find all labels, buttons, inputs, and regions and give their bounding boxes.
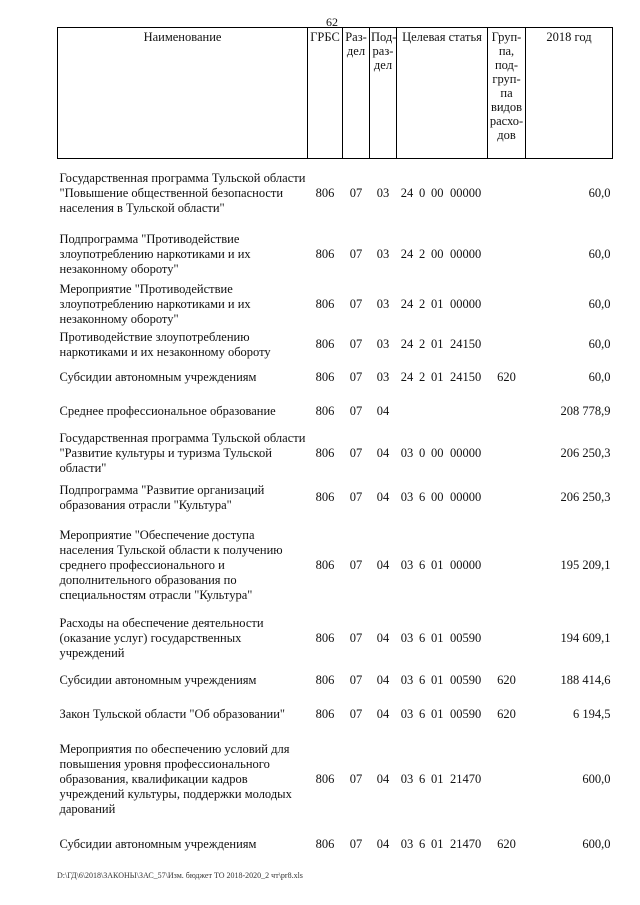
article-subprogram: 6 [419,706,426,721]
row-article [397,664,488,698]
row-article [397,731,488,829]
article-program: 24 [400,370,414,384]
row-name: Закон Тульской области "Об образовании" [59,706,286,721]
row-razdel: 07 [349,706,363,721]
file-path-footer: D:\ГД\6\2018\ЗАКОНЫ\ЗАС_57\Изм. бюджет ТО 2018-2020_2 чт\pr8.xls [57,871,303,880]
article-program: 24 [400,296,414,311]
article-direction: 21470 [450,772,482,786]
row-expense-group: 620 [497,837,516,851]
row-expense-group [488,614,526,664]
table-body [58,159,613,861]
row-article [397,361,488,395]
article-measure: 01 [431,706,444,721]
header-article: Целевая статья [397,28,488,159]
article-direction: 00590 [450,631,482,645]
article-direction: 24150 [450,370,482,384]
row-name: Государственная программа Тульской области "Развитие культуры и туризма Тульской области" [59,431,306,475]
table-row [58,280,613,329]
row-name: Субсидии автономным учреждениям [59,837,257,851]
row-expense-group [488,517,526,614]
article-subprogram: 2 [419,337,426,351]
row-name: Расходы на обеспечение деятельности (оказание услуг) государственных учреждений [59,616,264,660]
article-measure: 01 [431,337,444,351]
row-podrazdel: 04 [376,837,390,851]
row-expense-group [488,479,526,517]
article-measure: 01 [431,557,444,572]
article-program: 24 [400,246,414,261]
article-subprogram: 2 [419,296,426,311]
row-amount: 60,0 [588,296,611,311]
budget-table [57,27,613,861]
row-amount: 60,0 [588,337,611,351]
article-direction: 00590 [450,673,482,687]
article-program: 03 [400,772,414,786]
row-podrazdel: 03 [376,337,390,351]
table-row [58,614,613,664]
row-amount: 206 250,3 [560,490,611,504]
row-amount: 206 250,3 [560,446,611,460]
row-grbs: 806 [315,246,335,261]
article-program: 03 [400,673,414,687]
row-amount: 600,0 [582,772,611,786]
table-row [58,479,613,517]
row-razdel: 07 [349,837,363,851]
article-direction: 00000 [450,490,482,504]
row-name: Среднее профессиональное образование [59,404,276,418]
article-direction: 21470 [450,837,482,851]
row-amount: 194 609,1 [560,631,611,645]
article-program: 24 [400,337,414,351]
row-expense-group [488,229,526,280]
row-name: Противодействие злоупотреблению наркотиками и их незаконному обороту [59,329,271,359]
table-row [58,361,613,395]
row-article [397,429,488,479]
row-name: Субсидии автономным учреждениям [59,370,257,384]
row-article [397,159,488,229]
header-grbs: ГРБС [308,28,343,159]
table-row [58,395,613,429]
row-grbs: 806 [315,446,335,460]
row-podrazdel: 04 [376,631,390,645]
row-amount: 60,0 [588,186,611,201]
article-program: 03 [400,837,414,851]
article-subprogram: 6 [419,490,426,504]
article-program: 03 [400,631,414,645]
table-row [58,329,613,361]
table-row [58,698,613,731]
article-subprogram: 6 [419,557,426,572]
row-podrazdel: 03 [376,246,390,261]
article-program: 03 [400,446,414,460]
row-razdel: 07 [349,370,363,384]
article-program: 03 [400,706,414,721]
article-measure: 01 [431,631,444,645]
row-article [397,329,488,361]
row-name: Подпрограмма "Противодействие злоупотреблению наркотиками и их незаконному обороту" [59,231,251,276]
article-measure: 01 [431,370,444,384]
header-name: Наименование [58,28,308,159]
row-razdel: 07 [349,446,363,460]
article-direction: 00000 [450,186,482,201]
article-measure: 00 [431,186,444,201]
row-expense-group: 620 [497,370,516,384]
table-row [58,731,613,829]
row-razdel: 07 [349,673,363,687]
article-subprogram: 0 [419,446,426,460]
row-expense-group: 620 [497,673,516,687]
article-measure: 00 [431,446,444,460]
row-grbs: 806 [315,186,335,201]
row-article [397,829,488,861]
row-podrazdel: 04 [376,446,390,460]
row-grbs: 806 [315,673,335,687]
article-direction: 00000 [450,557,482,572]
table-row [58,229,613,280]
row-expense-group [488,395,526,429]
article-direction: 00590 [450,706,482,721]
row-grbs: 806 [315,837,335,851]
row-grbs: 806 [315,631,335,645]
article-measure: 01 [431,673,444,687]
row-article [397,614,488,664]
row-razdel: 07 [349,490,363,504]
row-expense-group [488,159,526,229]
row-name: Мероприятие "Противодействие злоупотреблению наркотиками и их незаконному обороту" [59,281,251,326]
row-name: Субсидии автономным учреждениям [59,673,257,687]
article-program: 03 [400,557,414,572]
row-article [397,698,488,731]
row-razdel: 07 [349,186,363,201]
article-subprogram: 6 [419,772,426,786]
row-podrazdel: 03 [376,370,390,384]
row-amount: 60,0 [588,246,611,261]
row-razdel: 07 [349,404,363,418]
article-direction: 24150 [450,337,482,351]
row-podrazdel: 04 [376,673,390,687]
row-razdel: 07 [349,337,363,351]
row-podrazdel: 04 [376,404,390,418]
row-article [397,229,488,280]
row-podrazdel: 03 [376,186,390,201]
row-grbs: 806 [315,296,335,311]
row-razdel: 07 [349,557,363,572]
row-name: Мероприятия по обеспечению условий для повышения уровня профессионального образования, квалификации кадров учреждений культуры, поддержки молодых дарований [59,742,292,816]
row-name: Мероприятие "Обеспечение доступа населения Тульской области к получению среднего профессионального и дополнительного образования по специальностям отрасли "Культура" [59,527,283,602]
table-row [58,517,613,614]
row-grbs: 806 [315,706,335,721]
header-year: 2018 год [526,28,613,159]
row-expense-group [488,329,526,361]
row-razdel: 07 [349,631,363,645]
article-measure: 01 [431,772,444,786]
article-subprogram: 6 [419,673,426,687]
row-expense-group [488,280,526,329]
article-program: 24 [400,186,414,201]
row-amount: 195 209,1 [560,557,611,572]
row-grbs: 806 [315,404,335,418]
page-number: 62 [326,15,338,29]
row-grbs: 806 [315,337,335,351]
row-amount: 60,0 [588,370,611,384]
row-name: Государственная программа Тульской области "Повышение общественной безопасности населения в Тульской области" [59,171,306,216]
header-group: Груп-па, под-груп-па видов расхо-дов [488,28,526,159]
table-row [58,829,613,861]
article-subprogram: 2 [419,246,426,261]
row-amount: 600,0 [582,837,611,851]
row-grbs: 806 [315,772,335,786]
article-measure: 01 [431,296,444,311]
row-expense-group [488,429,526,479]
row-razdel: 07 [349,246,363,261]
row-grbs: 806 [315,490,335,504]
table-row [58,159,613,229]
row-article [397,517,488,614]
row-article [397,280,488,329]
article-subprogram: 0 [419,186,426,201]
article-measure: 00 [431,246,444,261]
row-grbs: 806 [315,557,335,572]
row-podrazdel: 04 [376,706,390,721]
article-direction: 00000 [450,296,482,311]
row-podrazdel: 04 [376,490,390,504]
row-amount: 6 194,5 [573,706,611,721]
row-razdel: 07 [349,296,363,311]
row-podrazdel: 03 [376,296,390,311]
row-podrazdel: 04 [376,557,390,572]
row-name: Подпрограмма "Развитие организаций образования отрасли "Культура" [59,482,265,512]
row-article [397,395,488,429]
table-header [58,28,613,159]
article-subprogram: 6 [419,837,426,851]
row-expense-group [488,731,526,829]
header-razdel: Раз-дел [343,28,370,159]
article-subprogram: 6 [419,631,426,645]
row-grbs: 806 [315,370,335,384]
article-subprogram: 2 [419,370,426,384]
row-amount: 188 414,6 [560,673,611,687]
article-direction: 00000 [450,246,482,261]
row-article [397,479,488,517]
row-amount: 208 778,9 [560,404,611,418]
article-direction: 00000 [450,446,482,460]
header-podrazdel: Под-раз-дел [370,28,397,159]
row-razdel: 07 [349,772,363,786]
row-podrazdel: 04 [376,772,390,786]
article-measure: 00 [431,490,444,504]
table-row [58,429,613,479]
row-expense-group: 620 [497,706,516,721]
article-measure: 01 [431,837,444,851]
table-row [58,664,613,698]
article-program: 03 [400,490,414,504]
